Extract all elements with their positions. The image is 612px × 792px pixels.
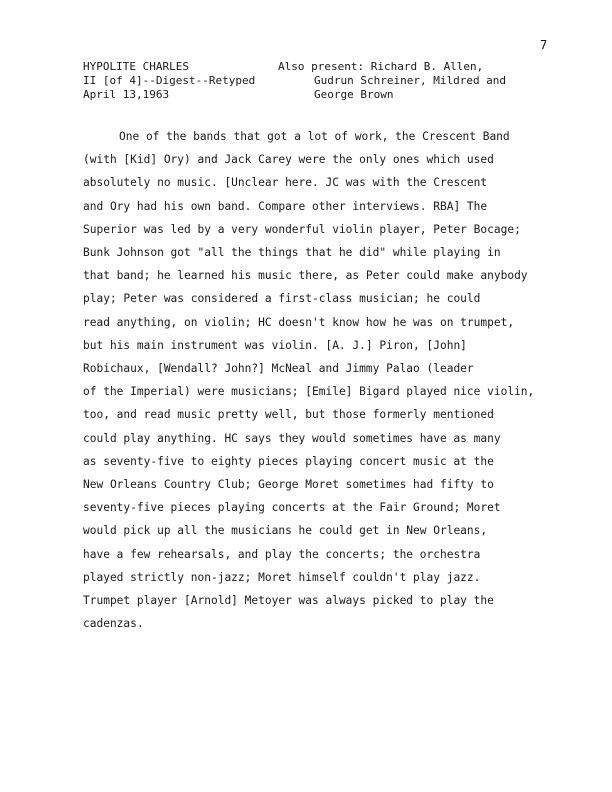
body-text bbox=[83, 125, 583, 635]
body-line: of the Imperial) were musicians; [Emile] Bigard played nice violin, bbox=[83, 385, 535, 399]
body-line: and Ory had his own band. Compare other interviews. RBA] The bbox=[83, 199, 488, 213]
header-reel-info: II [of 4]--Digest--Retyped bbox=[83, 74, 256, 87]
header-left bbox=[83, 60, 255, 102]
body-line: as seventy-five to eighty pieces playing concert music at the bbox=[83, 454, 494, 468]
header-present-line-1: Also present: Richard B. Allen, bbox=[278, 60, 484, 73]
body-line: absolutely no music. [Unclear here. JC was with the Crescent bbox=[83, 176, 488, 190]
body-line: Robichaux, [Wendall? John?] McNeal and Jimmy Palao (leader bbox=[83, 362, 474, 376]
body-line: read anything, on violin; HC doesn't know how he was on trumpet, bbox=[83, 315, 515, 329]
header-present-line-3: George Brown bbox=[314, 88, 394, 101]
body-line: (with [Kid] Ory) and Jack Carey were the only ones which used bbox=[83, 153, 494, 167]
header-right bbox=[278, 60, 506, 102]
body-line: One of the bands that got a lot of work, the Crescent Band bbox=[119, 130, 510, 143]
body-line: could play anything. HC says they would sometimes have as many bbox=[83, 431, 501, 445]
header-subject-name: HYPOLITE CHARLES bbox=[83, 60, 189, 73]
body-line: would pick up all the musicians he could get in New Orleans, bbox=[83, 524, 488, 538]
body-line: play; Peter was considered a first-class musician; he could bbox=[83, 292, 481, 306]
body-line: Superior was led by a very wonderful violin player, Peter Bocage; bbox=[83, 222, 521, 236]
body-line: played strictly non-jazz; Moret himself couldn't play jazz. bbox=[83, 570, 481, 584]
body-line: but his main instrument was violin. [A. J.] Piron, [John] bbox=[83, 338, 467, 352]
body-line: Trumpet player [Arnold] Metoyer was always picked to play the bbox=[83, 594, 494, 608]
body-line: Bunk Johnson got "all the things that he did" while playing in bbox=[83, 246, 501, 260]
body-line: that band; he learned his music there, as Peter could make anybody bbox=[83, 269, 528, 283]
body-line: too, and read music pretty well, but those formerly mentioned bbox=[83, 408, 494, 422]
body-line: cadenzas. bbox=[83, 617, 144, 631]
body-line: have a few rehearsals, and play the concerts; the orchestra bbox=[83, 547, 481, 561]
header-present-line-2: Gudrun Schreiner, Mildred and bbox=[314, 74, 507, 87]
page-number: 7 bbox=[540, 38, 548, 52]
header-date: April 13,1963 bbox=[83, 88, 170, 101]
body-line: New Orleans Country Club; George Moret sometimes had fifty to bbox=[83, 478, 494, 492]
body-line: seventy-five pieces playing concerts at the Fair Ground; Moret bbox=[83, 501, 501, 515]
